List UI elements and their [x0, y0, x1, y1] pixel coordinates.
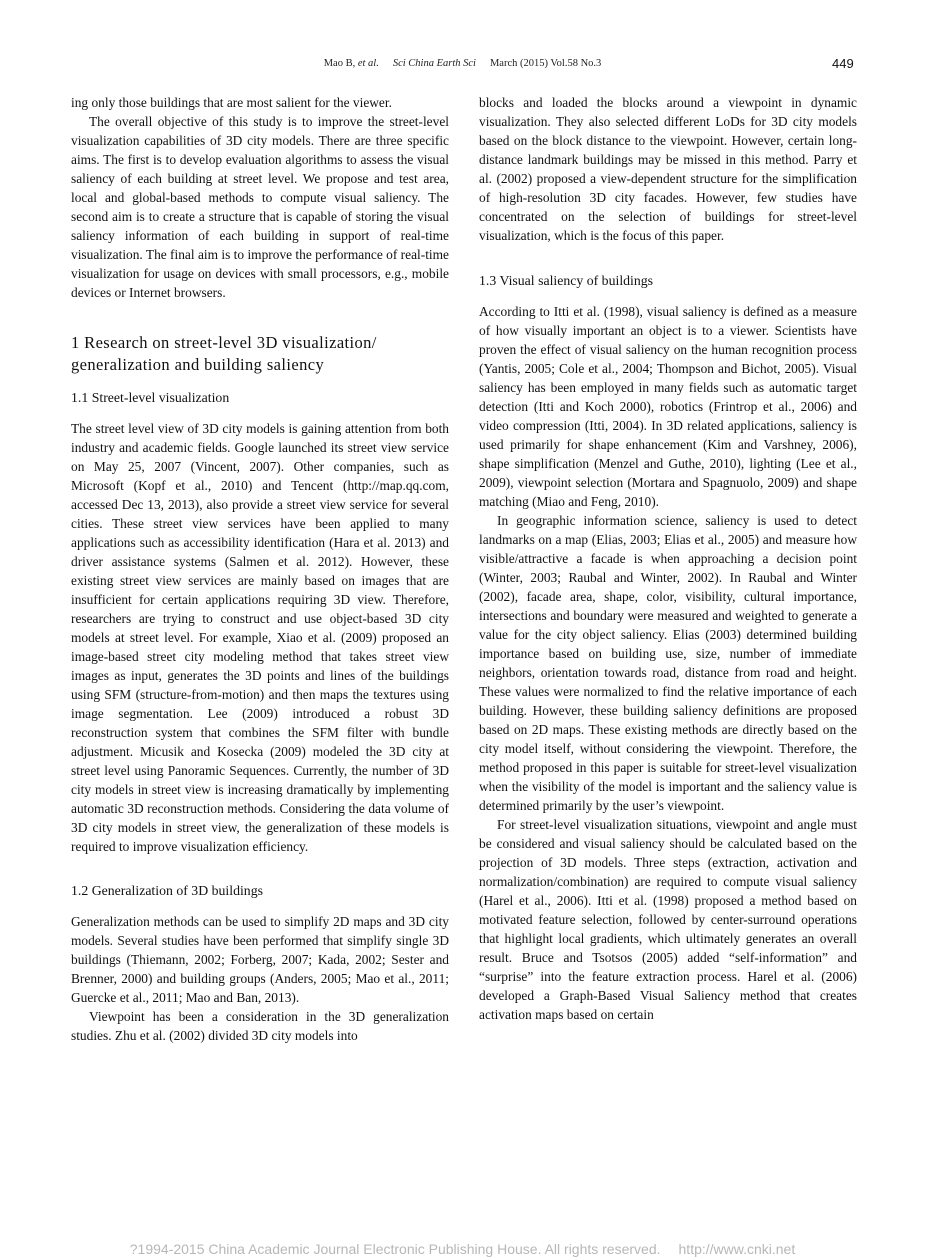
paragraph: In geographic information science, saliency is used to detect landmarks on a map (Elias, 2003; Elias et al., 2005) and measure how visible/attractive a facade is when approaching a decision point (Winter, 2003; Raubal and Winter, 2002). In Raubal and Winter (2002), facade area, shape, color, visibility, cultural importance, intersections and boundary were measured and weighted to generate a value for the city object saliency. Elias (2003) determined building importance based on building use, size, number of immediate neighbors, orientation towards road, distance from road and height. These values were normalized to find the relative importance of each building. However, these building saliency definitions are proposed based on 2D maps. These existing methods are directly based on the city model itself, without considering the viewpoint. Therefore, the method proposed in this paper is suitable for street-level visualization when the visibility of the model is important and the saliency value is determined primarily by the user’s viewpoint. — [479, 513, 857, 813]
copyright-text: ?1994-2015 China Academic Journal Electronic Publishing House. All rights reserved. — [129, 1241, 661, 1257]
footer-url[interactable]: http://www.cnki.net — [678, 1241, 796, 1257]
paragraph: According to Itti et al. (1998), visual saliency is defined as a measure of how visually important an object is to a viewer. Scientists have proven the effect of visual saliency on the human recognition process (Yantis, 2005; Cole et al., 2004; Thompson and Bichot, 2005). Visual saliency has been employed in many fields such as automatic target detection (Itti and Koch 2000), robotics (Frintrop et al., 2006) and video compression (Itti, 2004). In 3D related applications, saliency is used primarily for shape enhancement (Kim and Varshney, 2006), shape simplification (Menzel and Guthe, 2010), lighting (Lee et al., 2009), viewpoint selection (Mortara and Spagnuolo, 2009) and shape matching (Miao and Feng, 2010). — [479, 304, 857, 509]
paragraph: Generalization methods can be used to simplify 2D maps and 3D city models. Several studies have been performed that simplify single 3D buildings (Thiemann, 2002; Forberg, 2007; Kada, 2002; Sester and Brenner, 2000) and building groups (Anders, 2005; Mao et al., 2011; Guercke et al., 2011; Mao and Ban, 2013). — [71, 914, 449, 1005]
running-head — [0, 58, 925, 69]
subsection-1-1-heading: 1.1 Street-level visualization — [71, 390, 230, 405]
paragraph: The overall objective of this study is to improve the street-level visualization capabilities of 3D city models. There are three specific aims. The first is to develop evaluation algorithms to assess the visual saliency of each building at street level. We propose and test area, local and global-based methods to compute visual saliency. The second aim is to create a structure that is capable of storing the visual saliency information of each building in support of real-time visualization. The final aim is to improve the performance of real-time visualization for usage on devices with small processors, e.g., mobile devices or Internet browsers. — [71, 114, 449, 300]
subsection-1-2-heading: 1.2 Generalization of 3D buildings — [71, 883, 263, 898]
subsection-1-3-heading: 1.3 Visual saliency of buildings — [479, 273, 654, 288]
paragraph: Viewpoint has been a consideration in the 3D generalization studies. Zhu et al. (2002) divided 3D city models into — [71, 1009, 449, 1043]
header-authors-etal: et al. — [357, 58, 379, 69]
copyright-footer — [0, 1241, 925, 1257]
header-issue: March (2015) Vol.58 No.3 — [489, 58, 602, 69]
page-number: 449 — [832, 56, 854, 71]
header-journal: Sci China Earth Sci — [392, 58, 476, 69]
right-column — [479, 93, 857, 1024]
left-column — [71, 93, 449, 1045]
paragraph: The street level view of 3D city models is gaining attention from both industry and academic fields. Google launched its street view service on May 25, 2007 (Vincent, 2007). Other companies, such as Microsoft (Kopf et al., 2010) and Tencent (http://map.qq.com, accessed Dec 13, 2013), also provide a street view service for several cities. These street view services have been applied to many applications such as accessibility identification (Hara et al. 2013) and driver assistance systems (Salmen et al. 2012). However, these existing street view services are mainly based on images that are insufficient for certain applications requiring 3D view. Therefore, researchers are trying to construct and use object-based 3D city models at street level. For example, Xiao et al. (2009) proposed an image-based street city modeling method that takes street view images as input, generates the 3D points and lines of the buildings using SFM (structure-from-motion) and then maps the textures using image segmentation. Lee (2009) introduced a robust 3D reconstruction system that combines the SFM filter with bundle adjustment. Micusik and Kosecka (2009) modeled the 3D city at street level using Panoramic Sequences. Currently, the number of 3D city models in street view is increasing dramatically by implementing automatic 3D reconstruction methods. Considering the data volume of 3D city models in street view, the generalization of these models is required to improve visualization efficiency. — [71, 421, 449, 854]
paragraph: ing only those buildings that are most salient for the viewer. — [71, 95, 392, 110]
header-authors: Mao B, — [323, 58, 358, 69]
paragraph: For street-level visualization situations, viewpoint and angle must be considered and visual saliency should be calculated based on the projection of 3D models. Three steps (extraction, activation and normalization/combination) are required to compute visual saliency (Harel et al., 2006). Itti et al. (1998) proposed a method based on motivated feature selection, followed by center-surround operations that highlight local gradients, which ultimately generates an overall result. Bruce and Tsotsos (2005) added “self-information” and “surprise” into the feature extraction process. Harel et al. (2006) developed a Graph-Based Visual Saliency method that creates activation maps based on certain — [479, 817, 857, 1022]
section-1-heading: 1 Research on street-level 3D visualization/ generalization and building saliency — [71, 333, 377, 374]
paragraph: blocks and loaded the blocks around a viewpoint in dynamic visualization. They also selected different LoDs for 3D city models based on the block distance to the viewpoint. However, certain long-distance landmark buildings may be missed in this method. Parry et al. (2002) proposed a view-dependent structure for the simplification of high-resolution 3D city facades. However, few studies have concentrated on the selection of buildings for street-level visualization, which is the focus of this paper. — [479, 95, 857, 243]
